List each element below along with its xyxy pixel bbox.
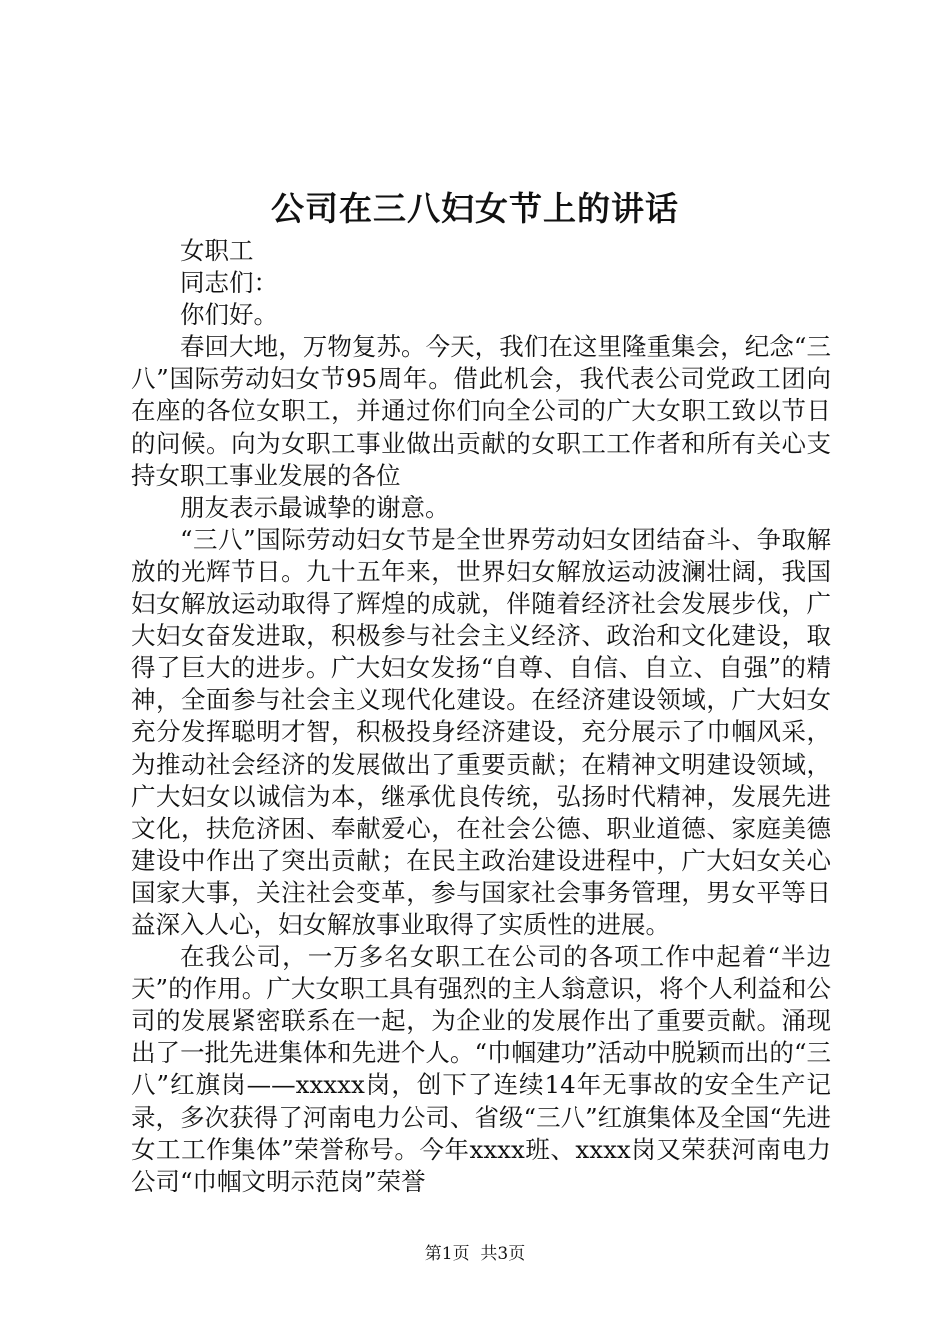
- paragraph-womens-day-history: “三八”国际劳动妇女节是全世界劳动妇女团结奋斗、争取解放的光辉节日。九十五年来，世界妇女解放运动波澜壮阔，我国妇女解放运动取得了辉煌的成就，伴随着经济社会发展步伐，广大妇女奋发进取，积极参与社会主义经济、政治和文化建设，取得了巨大的进步。广大妇女发扬“自尊、自信、自立、自强”的精神，全面参与社会主义现代化建设。在经济建设领域，广大妇女充分发挥聪明才智，积极投身经济建设，充分展示了巾帼风采，为推动社会经济的发展做出了重要贡献；在精神文明建设领域，广大妇女以诚信为本，继承优良传统，弘扬时代精神，发展先进文化，扶危济困、奉献爱心，在社会公德、职业道德、家庭美德建设中作出了突出贡献；在民主政治建设进程中，广大妇女关心国家大事，关注社会变革，参与国家社会事务管理，男女平等日益深入人心，妇女解放事业取得了实质性的进展。: [131, 524, 831, 939]
- document-body: [131, 235, 831, 1198]
- paragraph-salutation-women-workers: 女职工: [180, 236, 254, 265]
- page-total: 共3页: [480, 1244, 526, 1264]
- paragraph-opening: 春回大地，万物复苏。今天，我们在这里隆重集会，纪念“三八”国际劳动妇女节95周年。借此机会，我代表公司党政工团向在座的各位女职工，并通过你们向全公司的广大女职工致以节日的问候。向为女职工事业做出贡献的女职工工作者和所有关心支持女职工事业发展的各位: [131, 332, 831, 490]
- paragraph-company-achievements: 在我公司，一万多名女职工在公司的各项工作中起着“半边天”的作用。广大女职工具有强烈的主人翁意识，将个人利益和公司的发展紧密联系在一起，为企业的发展作出了重要贡献。涌现出了一批先进集体和先进个人。“巾帼建功”活动中脱颖而出的“三八”红旗岗——xxxxx岗，创下了连续14年无事故的安全生产记录，多次获得了河南电力公司、省级“三八”红旗集体及全国“先进女工工作集体”荣誉称号。今年xxxx班、xxxx岗又荣获河南电力公司“巾帼文明示范岗”荣誉: [131, 942, 831, 1196]
- page-footer: [0, 1242, 950, 1266]
- page-number: 第1页: [424, 1244, 470, 1264]
- document-title: 公司在三八妇女节上的讲话: [271, 189, 679, 228]
- paragraph-salutation-comrades: 同志们：: [180, 268, 278, 298]
- paragraph-greeting: 你们好。: [180, 300, 278, 330]
- paragraph-thanks: 朋友表示最诚挚的谢意。: [180, 492, 450, 522]
